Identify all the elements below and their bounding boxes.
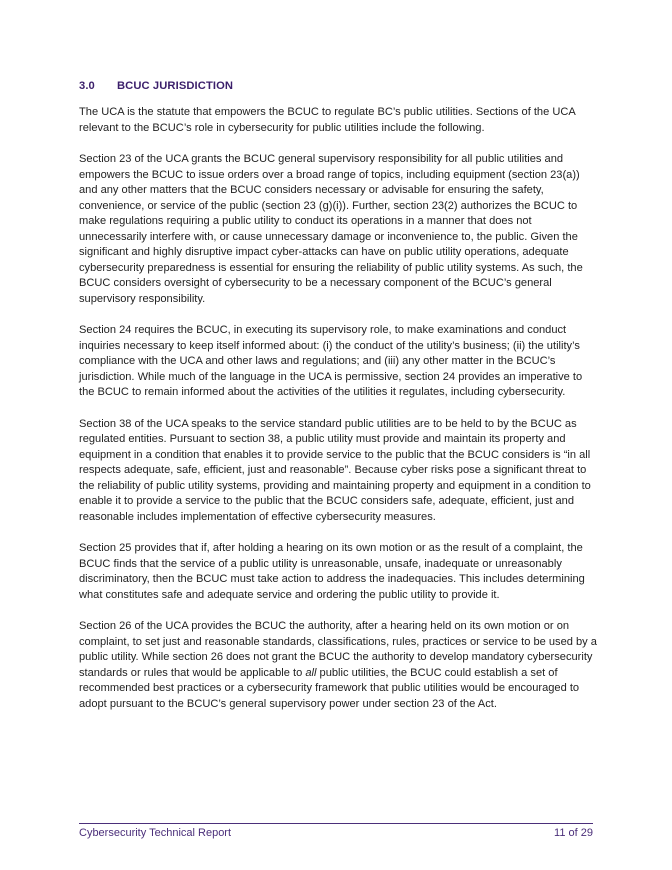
- paragraph-section-23: Section 23 of the UCA grants the BCUC general supervisory responsibility for all public utilities and empowers the BCUC to issue orders over a broad range of topics, including equipment (section 23(a)) and any other matters that the BCUC considers necessary or advisable for ensuring the safety, convenience, or service of the public (section 23 (g)(i)). Further, section 23(2) authorizes the BCUC to make regulations requiring a public utility to conduct its operations in a manner that does not unnecessarily interfere with, or cause unnecessary damage or inconvenience to, the public. Given the significant and highly disruptive impact cyber-attacks can have on public utility operations, adequate cybersecurity preparedness is essential for ensuring the reliability of public utility systems. As such, the BCUC considers oversight of cybersecurity to be a necessary component of the BCUC’s general supervisory responsibility.: [79, 153, 583, 305]
- footer-divider: [79, 823, 593, 824]
- paragraph-section-25: Section 25 provides that if, after holding a hearing on its own motion or as the result of a complaint, the BCUC finds that the service of a public utility is unreasonable, unsafe, inadequate or unreasonably discriminatory, then the BCUC must take action to address the inadequacies. This includes determining what constitutes safe and adequate service and ordering the public utility to provide it.: [79, 542, 585, 601]
- page-number: 11 of 29: [554, 827, 593, 839]
- paragraph-section-26-part-1: Section 26 of the UCA provides the BCUC the authority, after a hearing held on its own motion or on complaint, to set just and reasonable standards, classifications, rules, practices or service to be used by a public utility. While section 26 does not grant the BCUC the authority to develop mandatory cybersecurity standards or rules that would be applicable to: [79, 620, 597, 679]
- paragraph-section-26-part-2: public utilities, the BCUC could establish a set of recommended best practices or a cybersecurity framework that public utilities would be encouraged to adopt pursuant to the BCUC’s general supervisory power under section 23 of the Act.: [79, 666, 580, 710]
- paragraph-section-24: Section 24 requires the BCUC, in executing its supervisory role, to make examinations and conduct inquiries necessary to keep itself informed about: (i) the conduct of the utility’s business; (ii) the utility’s compliance with the UCA and other laws and regulations; and (iii) any other matter in the BCUC’s jurisdiction. While much of the language in the UCA is permissive, section 24 provides an imperative to the BCUC to remain informed about the activities of the utilities it regulates, including cybersecurity.: [79, 324, 583, 398]
- section-number: 3.0: [79, 80, 95, 92]
- paragraph-section-38: Section 38 of the UCA speaks to the service standard public utilities are to be held to by the BCUC as regulated entities. Pursuant to section 38, a public utility must provide and maintain its property and equipment in a condition that enables it to provide service to the public that the BCUC considers is “in all respects adequate, safe, efficient, just and reasonable”. Because cyber risks pose a significant threat to the reliability of public utility systems, providing and maintaining property and equipment in a condition to enable it to provide a service to the public that the BCUC considers safe, adequate, efficient, just and reasonable includes implementation of effective cybersecurity measures.: [79, 417, 591, 523]
- paragraph-section-26: [79, 619, 599, 712]
- section-title: BCUC JURISDICTION: [117, 80, 234, 92]
- body-text: [79, 105, 599, 728]
- emphasis-all: all: [305, 666, 317, 679]
- footer-title: Cybersecurity Technical Report: [79, 827, 232, 839]
- paragraph-intro: The UCA is the statute that empowers the BCUC to regulate BC’s public utilities. Sections of the UCA relevant to the BCUC’s role in cybersecurity for public utilities include the following.: [79, 106, 576, 134]
- section-heading: [79, 80, 233, 92]
